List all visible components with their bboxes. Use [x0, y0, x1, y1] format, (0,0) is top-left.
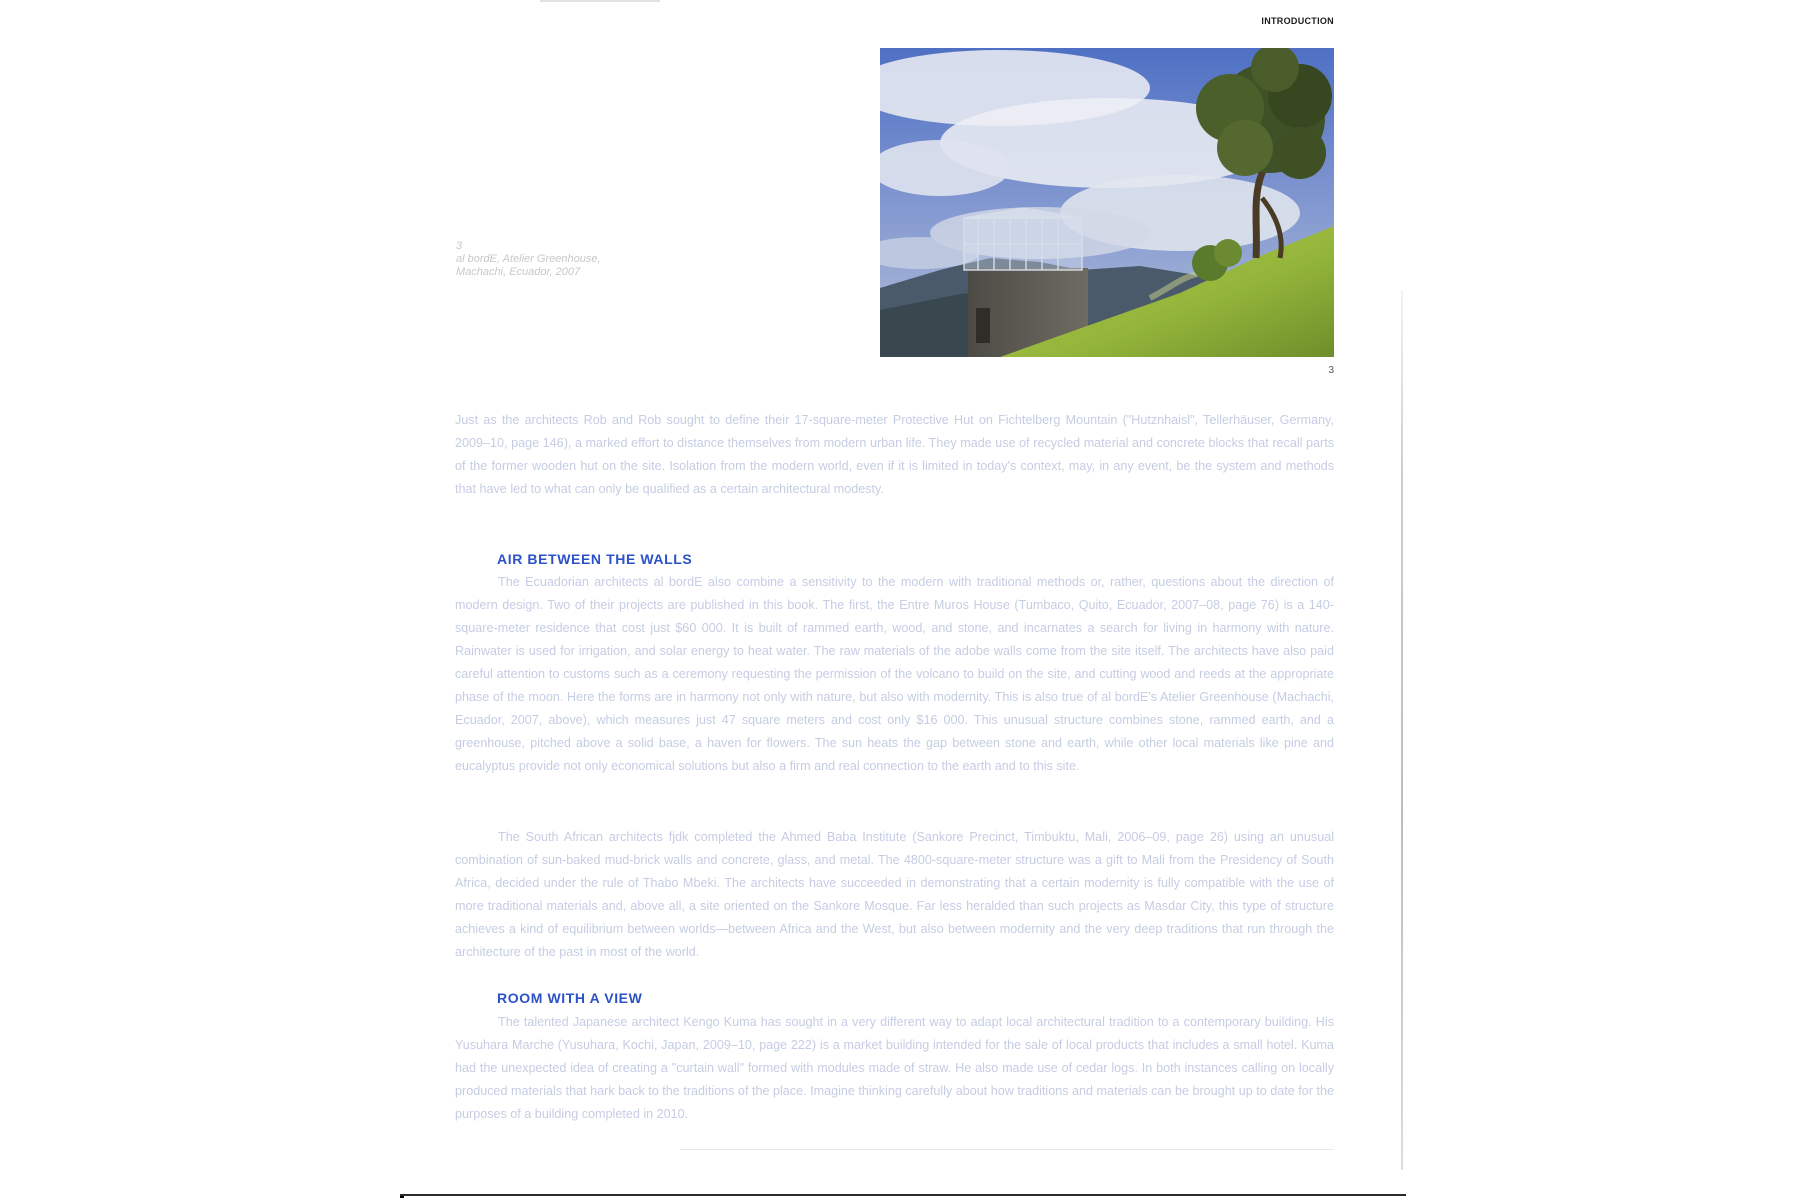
- body-paragraph: The talented Japanese architect Kengo Kuma has sought in a very different way to adapt local architectural tradition to a contemporary building. His Yusuhara Marche (Yusuhara, Kochi, Japan, 2009–10, page 222) is a market building intended for the sale of local products that includes a small hotel. Kuma had the unexpected idea of creating a "curtain wall" formed with modules made of straw. He also made use of cedar logs. In both instances calling on locally produced materials that hark back to the traditions of the place. Imagine thinking carefully about how traditions and materials can be brought up to date for the purposes of a building completed in 2010.: [455, 1015, 1334, 1121]
- caption-line: 3: [456, 240, 463, 252]
- page-bottom-edge: [400, 1194, 1406, 1196]
- intro-paragraph: Just as the architects Rob and Rob sought to define their 17-square-meter Protective Hut on Fichtelberg Mountain ("Hutznhaisl", Tellerhäuser, Germany, 2009–10, page 146), a marked effort to distance themselves from modern urban life. They made use of recycled material and concrete blocks that recall parts of the former wooden hut on the site. Isolation from the modern world, even if it is limited in today's context, may, in any event, be the system and methods that have led to what can only be qualified as a certain architectural modesty.: [455, 413, 1334, 496]
- figure-number: 3: [1328, 365, 1334, 376]
- running-header: INTRODUCTION: [1261, 16, 1334, 26]
- caption-line: Machachi, Ecuador, 2007: [456, 266, 581, 278]
- page-corner-shadow: [400, 1196, 404, 1198]
- section-heading-room-with-a-view: ROOM WITH A VIEW: [497, 990, 643, 1006]
- caption-line: al bordE, Atelier Greenhouse,: [456, 253, 601, 265]
- body-paragraph: The Ecuadorian architects al bordE also combine a sensitivity to the modern with traditional methods or, rather, questions about the direction of modern design. Two of their projects are published in this book. The first, the Entre Muros House (Tumbaco, Quito, Ecuador, 2007–08, page 76) is a 140-square-meter residence that cost just $60 000. It is built of rammed earth, wood, and stone, and incarnates a search for living in harmony with nature. Rainwater is used for irrigation, and solar energy to heat water. The raw materials of the adobe walls come from the site itself. The architects have also paid careful attention to customs such as a ceremony requesting the permission of the volcano to build on the site, and cutting wood and reeds at the appropriate phase of the moon. Here the forms are in harmony not only with nature, but also with modernity. This is also true of al bordE's Atelier Greenhouse (Machachi, Ecuador, 2007, above), which measures just 47 square meters and cost only $16 000. This unusual structure combines stone, rammed earth, and a greenhouse, pitched above a solid base, a haven for flowers. The sun heats the gap between stone and earth, while other local materials like pine and eucalyptus provide not only economical solutions but also a firm and real connection to the earth and to this site.: [455, 575, 1334, 773]
- landscape-photo: [880, 48, 1334, 357]
- page-top-edge: [540, 0, 660, 2]
- page-spine-shadow: [1401, 290, 1403, 1170]
- photo-caption: [456, 240, 676, 279]
- footer-rule: [680, 1149, 1334, 1150]
- section-heading-air-between-the-walls: AIR BETWEEN THE WALLS: [497, 551, 693, 567]
- body-paragraph: The South African architects fjdk completed the Ahmed Baba Institute (Sankore Precinct, Timbuktu, Mali, 2006–09, page 26) using an unusual combination of sun-baked mud-brick walls and concrete, glass, and metal. The 4800-square-meter structure was a gift to Mali from the Presidency of South Africa, decided under the rule of Thabo Mbeki. The architects have succeeded in demonstrating that a certain modernity is fully compatible with the use of more traditional materials and, above all, a site oriented on the Sankore Mosque. Far less heralded than such projects as Masdar City, this type of structure achieves a kind of equilibrium between worlds—between Africa and the West, but also between modernity and the very deep traditions that run through the architecture of the past in most of the world.: [455, 830, 1334, 959]
- greenhouse-photo-icon: [880, 48, 1334, 357]
